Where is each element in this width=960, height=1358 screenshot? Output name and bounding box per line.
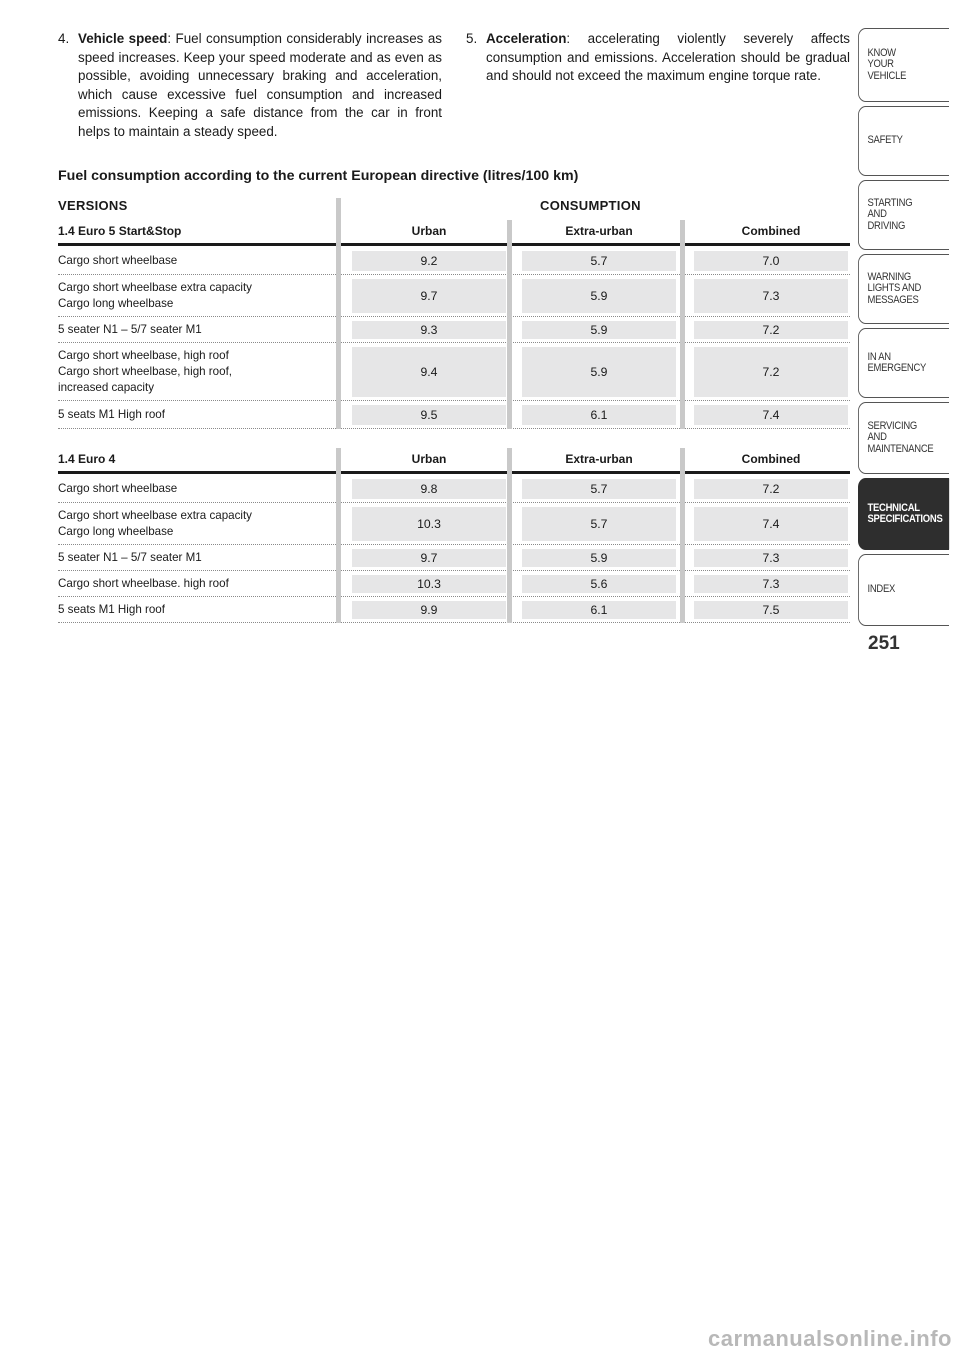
chapter-tab-label: YOUR — [867, 58, 894, 71]
chapter-tab-know-your-vehicle[interactable] — [858, 28, 949, 102]
chapter-tab-label: STARTING — [867, 196, 913, 209]
row-divider — [58, 622, 850, 623]
chapter-tab-label: LIGHTS AND — [867, 282, 922, 295]
version-name — [58, 317, 328, 343]
combined-value: 7.5 — [694, 601, 848, 619]
column-divider — [680, 448, 685, 623]
item-term: Vehicle speed — [78, 31, 168, 46]
version-name — [58, 597, 328, 623]
chapter-tab-warning-lights-and-messages[interactable] — [858, 254, 949, 324]
table-row — [58, 247, 850, 275]
extra-urban-value: 5.9 — [522, 279, 676, 313]
paragraph-acceleration — [466, 30, 850, 86]
table-row — [58, 475, 850, 503]
header-rule — [58, 243, 850, 246]
chapter-tab-in-an-emergency[interactable] — [858, 328, 949, 398]
extra-urban-value: 5.6 — [522, 575, 676, 593]
extra-urban-value: 6.1 — [522, 601, 676, 619]
urban-value: 9.7 — [352, 549, 506, 567]
item-text: : Fuel consumption considerably increases as speed increases. Keep your speed moderate and as even as possible, avoiding unnecessary braking and acceleration, which cause excessive fuel consumption and increased emissions. Keeping a safe distance from the car in front helps to maintain a steady speed. — [78, 31, 442, 139]
item-number: 5. — [466, 31, 478, 46]
combined-value: 7.4 — [694, 405, 848, 425]
chapter-tab-starting-and-driving[interactable] — [858, 180, 949, 250]
version-line: Cargo short wheelbase extra capacity — [58, 281, 252, 294]
version-name — [58, 475, 328, 503]
column-header: Combined — [741, 452, 801, 466]
table-row — [58, 597, 850, 623]
combined-value: 7.4 — [694, 507, 848, 541]
section-title: Fuel consumption according to the current European directive (litres/100 km) — [58, 168, 579, 184]
column-header: Urban — [411, 224, 447, 238]
table-row — [58, 343, 850, 401]
combined-value: 7.3 — [694, 549, 848, 567]
combined-value: 7.0 — [694, 251, 848, 271]
urban-value: 9.9 — [352, 601, 506, 619]
header-rule — [58, 471, 850, 474]
column-divider — [336, 448, 341, 623]
watermark: carmanualsonline.info — [708, 1326, 952, 1351]
version-line: 5 seater N1 – 5/7 seater M1 — [58, 323, 202, 336]
version-line: Cargo short wheelbase extra capacity — [58, 509, 252, 522]
engine-version-label: 1.4 Euro 5 Start&Stop — [58, 224, 182, 238]
chapter-tab-label: TECHNICAL — [867, 501, 920, 514]
extra-urban-value: 5.9 — [522, 321, 676, 339]
urban-value: 9.7 — [352, 279, 506, 313]
extra-urban-value: 5.7 — [522, 479, 676, 499]
urban-value: 9.2 — [352, 251, 506, 271]
table-row — [58, 401, 850, 429]
chapter-tab-label: VEHICLE — [867, 69, 907, 82]
version-line: 5 seater N1 – 5/7 seater M1 — [58, 551, 202, 564]
urban-value: 9.8 — [352, 479, 506, 499]
version-name — [58, 503, 328, 545]
consumption-table — [58, 198, 850, 628]
chapter-tab-safety[interactable] — [858, 106, 949, 176]
row-divider — [58, 428, 850, 429]
version-line: Cargo short wheelbase, high roof, — [58, 365, 233, 378]
chapter-tab-label: SERVICING — [867, 419, 918, 432]
table-row — [58, 545, 850, 571]
version-line: Cargo long wheelbase — [58, 297, 174, 310]
page-number: 251 — [868, 633, 900, 654]
item-term: Acceleration — [486, 31, 567, 46]
table-row — [58, 317, 850, 343]
chapter-tab-label: EMERGENCY — [867, 362, 927, 374]
chapter-tab-label: MAINTENANCE — [867, 442, 934, 455]
version-line: Cargo short wheelbase — [58, 254, 178, 267]
urban-value: 10.3 — [352, 575, 506, 593]
paragraph-vehicle-speed — [58, 30, 442, 142]
chapter-tab-servicing-and-maintenance[interactable] — [858, 402, 949, 474]
version-line: 5 seats M1 High roof — [58, 408, 165, 421]
combined-value: 7.2 — [694, 347, 848, 397]
urban-value: 10.3 — [352, 507, 506, 541]
version-name — [58, 401, 328, 429]
chapter-tab-label: SAFETY — [867, 134, 903, 147]
column-header: Extra-urban — [565, 452, 633, 466]
versions-header: VERSIONS — [58, 198, 128, 213]
column-divider — [680, 220, 685, 429]
urban-value: 9.3 — [352, 321, 506, 339]
chapter-tab-label: IN AN — [867, 350, 891, 363]
version-line: Cargo short wheelbase. high roof — [58, 577, 229, 590]
version-name — [58, 571, 328, 597]
extra-urban-value: 5.9 — [522, 549, 676, 567]
version-line: 5 seats M1 High roof — [58, 603, 165, 616]
item-number: 4. — [58, 31, 70, 46]
chapter-tab-label: DRIVING — [867, 219, 906, 232]
column-header: Urban — [411, 452, 447, 466]
item-text: : accelerating violently severely affects consumption and emissions. Acceleration should be gradual and should not exceed the maximum engine torque rate. — [486, 31, 850, 84]
version-name — [58, 247, 328, 275]
extra-urban-value: 5.7 — [522, 251, 676, 271]
combined-value: 7.3 — [694, 575, 848, 593]
column-header: Extra-urban — [565, 224, 633, 238]
extra-urban-value: 5.7 — [522, 507, 676, 541]
extra-urban-value: 5.9 — [522, 347, 676, 397]
column-divider — [507, 448, 512, 623]
combined-value: 7.2 — [694, 321, 848, 339]
version-name — [58, 275, 328, 317]
version-line: Cargo short wheelbase, high roof — [58, 349, 229, 362]
table-row — [58, 503, 850, 545]
urban-value: 9.5 — [352, 405, 506, 425]
chapter-tab-label: AND — [867, 208, 887, 221]
table-row — [58, 571, 850, 597]
consumption-header: CONSUMPTION — [540, 198, 641, 213]
urban-value: 9.4 — [352, 347, 506, 397]
chapter-tab-label: WARNING — [867, 270, 912, 283]
table-row — [58, 275, 850, 317]
version-line: Cargo long wheelbase — [58, 525, 174, 538]
chapter-tab-technical-specifications[interactable] — [858, 478, 949, 550]
column-divider — [507, 220, 512, 429]
chapter-tab-label: MESSAGES — [867, 293, 919, 306]
chapter-tab-label: KNOW — [867, 46, 896, 59]
extra-urban-value: 6.1 — [522, 405, 676, 425]
combined-value: 7.3 — [694, 279, 848, 313]
chapter-tab-index[interactable] — [858, 554, 949, 626]
version-line: Cargo short wheelbase — [58, 482, 178, 495]
version-line: increased capacity — [58, 381, 155, 394]
engine-version-label: 1.4 Euro 4 — [58, 452, 116, 466]
combined-value: 7.2 — [694, 479, 848, 499]
chapter-tab-label: SPECIFICATIONS — [867, 513, 943, 525]
column-divider — [336, 198, 341, 429]
version-name — [58, 343, 328, 401]
chapter-tab-label: AND — [867, 431, 887, 444]
version-name — [58, 545, 328, 571]
chapter-tab-label: INDEX — [867, 583, 896, 596]
column-header: Combined — [741, 224, 801, 238]
